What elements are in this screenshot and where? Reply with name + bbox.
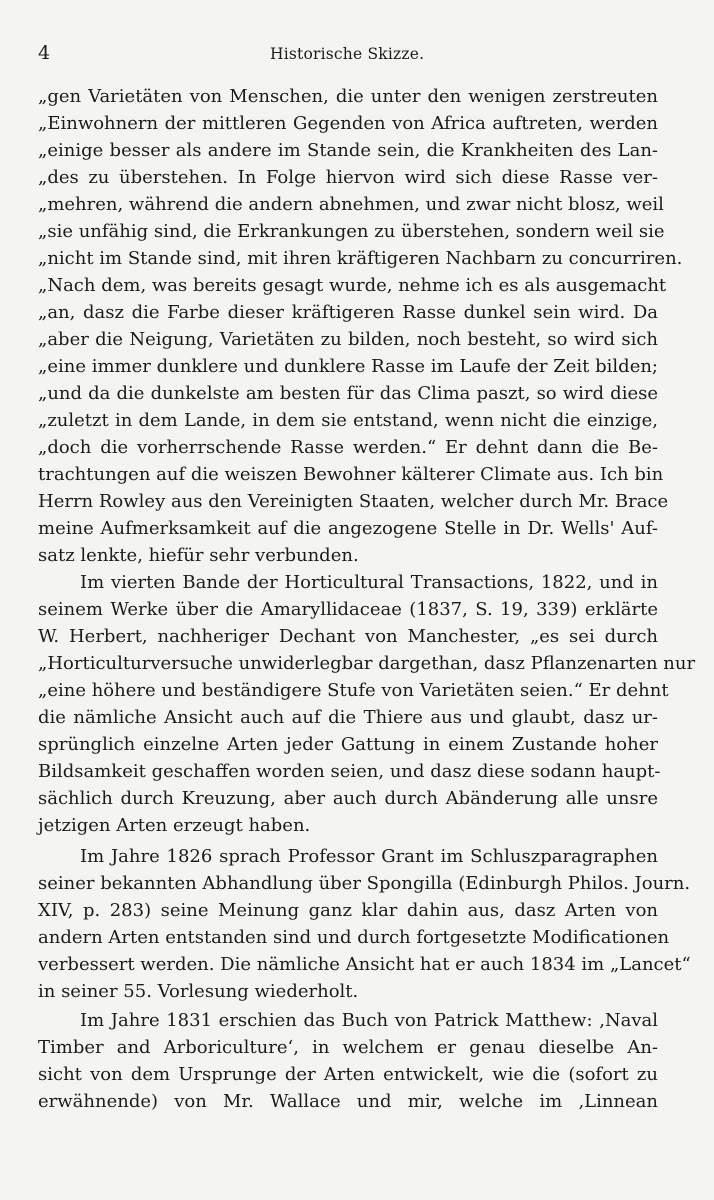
text-line: „Nach dem, was bereits gesagt wurde, nehme ich es als ausgemacht [38, 275, 667, 296]
text-line: erwähnende) von Mr. Wallace und mir, welche im ‚Linnean [38, 1091, 658, 1112]
text-line: sprünglich einzelne Arten jeder Gattung in einem Zustande hoher [38, 734, 658, 755]
text-line: „einige besser als andere im Stande sein, die Krankheiten des Lan- [38, 140, 658, 161]
text-line: meine Aufmerksamkeit auf die angezogene Stelle in Dr. Wells' Auf- [38, 518, 658, 539]
text-line: „des zu überstehen. In Folge hiervon wird sich diese Rasse ver- [38, 167, 658, 188]
text-line: verbessert werden. Die nämliche Ansicht hat er auch 1834 im „Lancet“ [38, 954, 691, 975]
text-line: „aber die Neigung, Varietäten zu bilden, noch besteht, so wird sich [38, 329, 658, 350]
text-line: trachtungen auf die weiszen Bewohner kälterer Climate aus. Ich bin [38, 464, 664, 485]
text-line: „Einwohnern der mittleren Gegenden von Africa auftreten, werden [38, 113, 658, 134]
text-line: in seiner 55. Vorlesung wiederholt. [38, 981, 359, 1002]
text-line: andern Arten entstanden sind und durch fortgesetzte Modificationen [38, 927, 670, 948]
text-line: seinem Werke über die Amaryllidaceae (1837, S. 19, 339) erklärte [38, 599, 658, 620]
text-line: „sie unfähig sind, die Erkrankungen zu überstehen, sondern weil sie [38, 221, 665, 242]
text-line: sicht von dem Ursprunge der Arten entwickelt, wie die (sofort zu [38, 1064, 658, 1085]
text-line: „doch die vorherrschende Rasse werden.“ Er dehnt dann die Be- [38, 437, 658, 458]
text-line: Timber and Arboriculture‘, in welchem er genau dieselbe An- [38, 1037, 658, 1058]
text-line: „Horticulturversuche unwiderlegbar dargethan, dasz Pflanzenarten nur [38, 653, 696, 674]
text-line: „nicht im Stande sind, mit ihren kräftigeren Nachbarn zu concurriren. [38, 248, 683, 269]
text-line: Im Jahre 1826 sprach Professor Grant im Schluszparagraphen [80, 846, 658, 867]
page-number: 4 [38, 42, 51, 64]
text-line: seiner bekannten Abhandlung über Spongilla (Edinburgh Philos. Journ. [38, 873, 691, 894]
text-line: „an, dasz die Farbe dieser kräftigeren Rasse dunkel sein wird. Da [38, 302, 658, 323]
text-line: „und da die dunkelste am besten für das Clima paszt, so wird diese [38, 383, 658, 404]
text-line: „zuletzt in dem Lande, in dem sie entstand, wenn nicht die einzige, [38, 410, 658, 431]
running-title: Historische Skizze. [270, 45, 425, 63]
text-line: „mehren, während die andern abnehmen, und zwar nicht blosz, weil [38, 194, 664, 215]
text-line: jetzigen Arten erzeugt haben. [38, 815, 311, 836]
text-line: Im Jahre 1831 erschien das Buch von Patrick Matthew: ‚Naval [80, 1010, 658, 1031]
text-line: sächlich durch Kreuzung, aber auch durch Abänderung alle unsre [38, 788, 658, 809]
text-line: die nämliche Ansicht auch auf die Thiere aus und glaubt, dasz ur- [38, 707, 658, 728]
text-line: „eine höhere und beständigere Stufe von Varietäten seien.“ Er dehnt [38, 680, 669, 701]
text-line: satz lenkte, hiefür sehr verbunden. [38, 545, 359, 566]
text-line: Herrn Rowley aus den Vereinigten Staaten, welcher durch Mr. Brace [38, 491, 669, 512]
text-line: Im vierten Bande der Horticultural Transactions, 1822, und in [80, 572, 658, 593]
text-line: „eine immer dunklere und dunklere Rasse im Laufe der Zeit bilden; [38, 356, 658, 377]
text-line: Bildsamkeit geschaffen worden seien, und dasz diese sodann haupt- [38, 761, 661, 782]
text-line: „gen Varietäten von Menschen, die unter den wenigen zerstreuten [38, 86, 658, 107]
text-line: W. Herbert, nachheriger Dechant von Manchester, „es sei durch [38, 626, 658, 647]
text-line: XIV, p. 283) seine Meinung ganz klar dahin aus, dasz Arten von [38, 900, 658, 921]
